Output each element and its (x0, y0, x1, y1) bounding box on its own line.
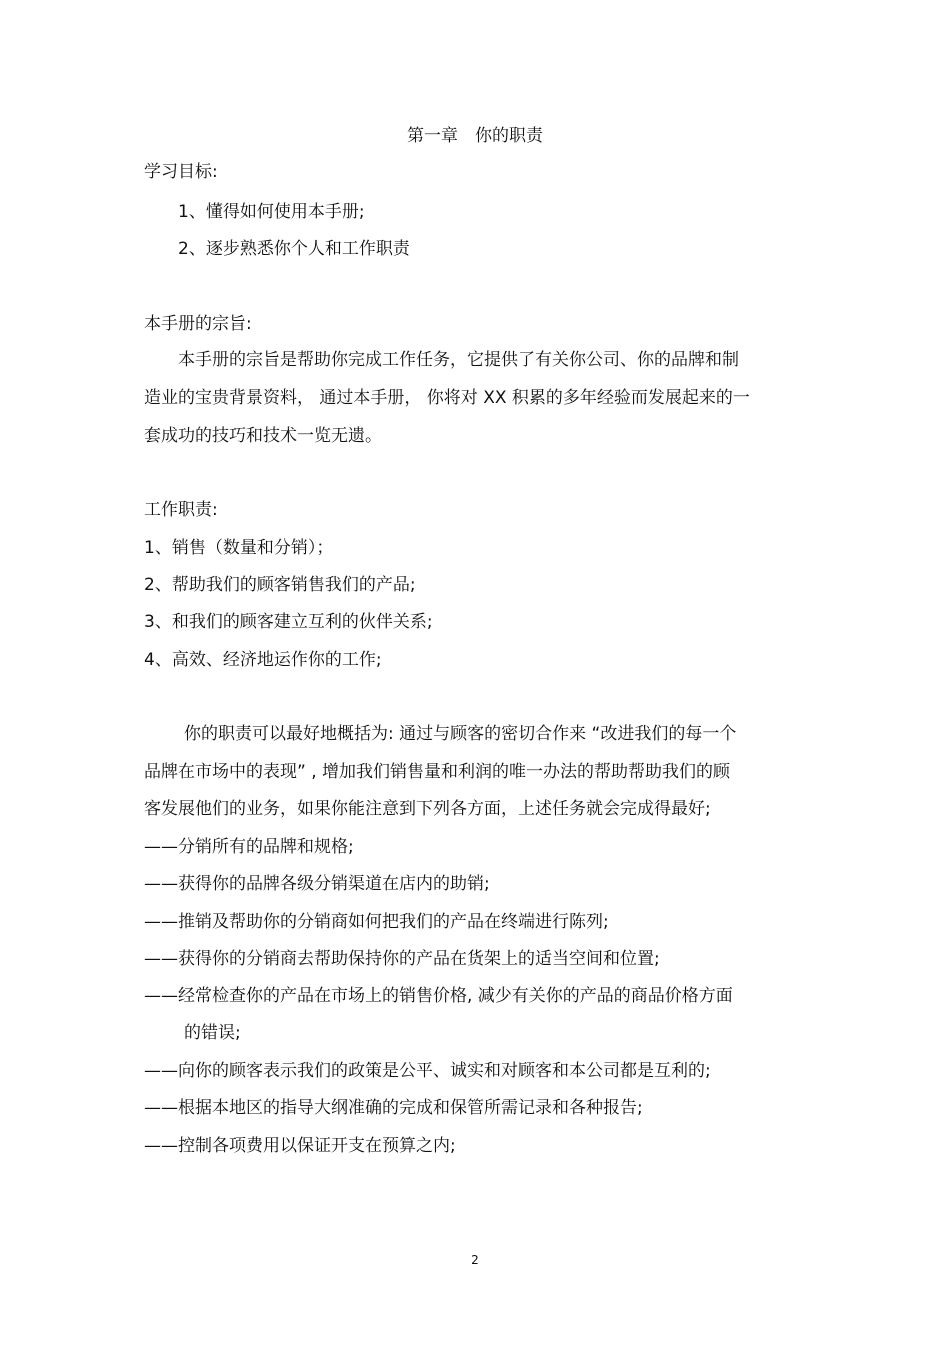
purpose-paragraph-line: 造业的宝贵背景资料， 通过本手册， 你将对 XX 积累的多年经验而发展起来的一 (144, 388, 750, 408)
duties-heading: 工作职责: (144, 500, 218, 520)
purpose-heading: 本手册的宗旨: (144, 314, 252, 334)
chapter-title: 第一章 你的职责 (407, 126, 543, 146)
summary-paragraph-line: 你的职责可以最好地概括为: 通过与顾客的密切合作来 “改进我们的每一个 (184, 724, 737, 744)
purpose-paragraph-line: 套成功的技巧和技术一览无遗。 (144, 426, 382, 446)
learning-goals-heading: 学习目标: (144, 162, 218, 182)
duty-item: 1、销售（数量和分销）； (144, 538, 334, 558)
summary-paragraph-line: 客发展他们的业务，如果你能注意到下列各方面，上述任务就会完成得最好; (144, 799, 711, 819)
dash-list-item: ——获得你的品牌各级分销渠道在店内的助销; (144, 874, 490, 894)
learning-goal-item: 1、懂得如何使用本手册; (178, 202, 365, 222)
dash-list-item: ——分销所有的品牌和规格; (144, 837, 354, 857)
page-number: 2 (471, 1253, 479, 1267)
summary-paragraph-line: 品牌在市场中的表现” , 增加我们销售量和利润的唯一办法的帮助帮助我们的顾 (144, 762, 731, 782)
duty-item: 4、高效、经济地运作你的工作; (144, 650, 382, 670)
dash-list-item-continuation: 的错误; (184, 1023, 241, 1043)
duty-item: 3、和我们的顾客建立互利的伙伴关系; (144, 612, 433, 632)
dash-list-item: ——根据本地区的指导大纲准确的完成和保管所需记录和各种报告; (144, 1098, 643, 1118)
duty-item: 2、帮助我们的顾客销售我们的产品; (144, 575, 416, 595)
dash-list-item: ——控制各项费用以保证开支在预算之内; (144, 1136, 456, 1156)
dash-list-item: ——获得你的分销商去帮助保持你的产品在货架上的适当空间和位置; (144, 949, 660, 969)
dash-list-item: ——推销及帮助你的分销商如何把我们的产品在终端进行陈列; (144, 912, 609, 932)
dash-list-item: ——经常检查你的产品在市场上的销售价格, 减少有关你的产品的商品价格方面 (144, 986, 733, 1006)
learning-goal-item: 2、逐步熟悉你个人和工作职责 (178, 239, 410, 259)
dash-list-item: ——向你的顾客表示我们的政策是公平、诚实和对顾客和本公司都是互利的; (144, 1061, 711, 1081)
purpose-paragraph-line: 本手册的宗旨是帮助你完成工作任务，它提供了有关你公司、你的品牌和制 (178, 350, 739, 370)
